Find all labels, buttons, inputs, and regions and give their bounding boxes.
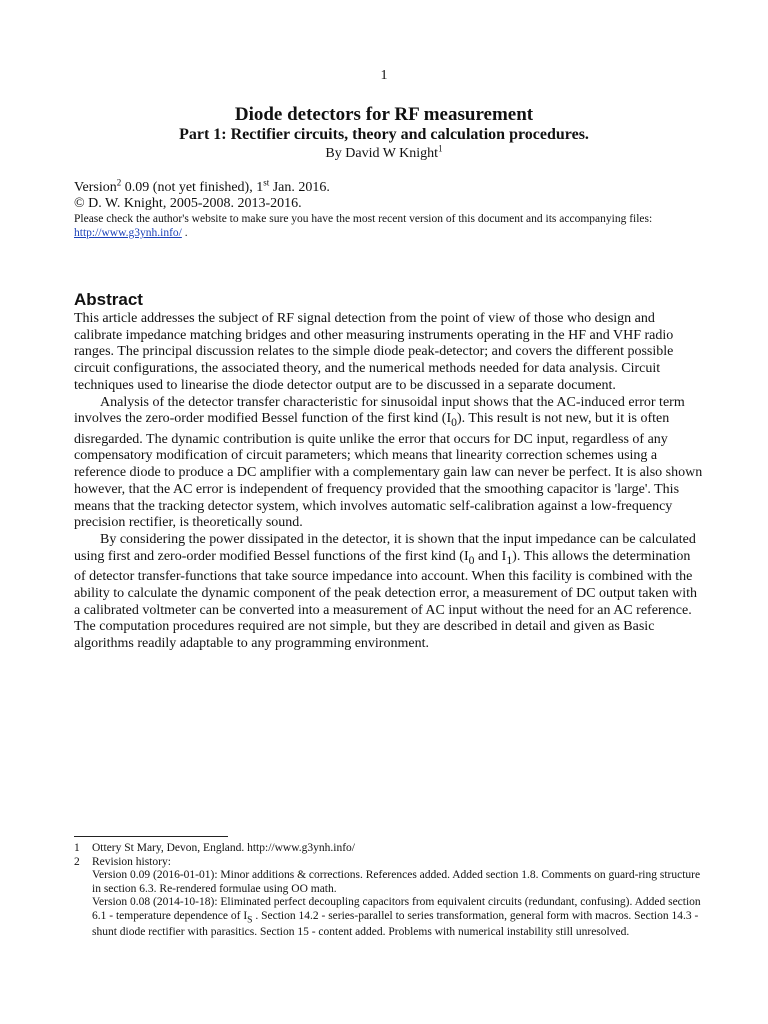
- p2-text-a: Analysis of the detector transfer characteristic for sinusoidal input shows that the AC-induced error term involves the zero-order modified Bessel function of the first kind (I: [74, 394, 685, 427]
- footnote-separator: [74, 836, 228, 837]
- check-note-tail: .: [181, 227, 188, 239]
- document-subtitle: Part 1: Rectifier circuits, theory and calculation procedures.: [179, 126, 589, 143]
- p2-subscript: 0: [451, 416, 457, 430]
- revision-0-08-subscript: S: [247, 913, 253, 925]
- footnote-ref-1[interactable]: 1: [438, 143, 443, 154]
- abstract-paragraph-3: [74, 532, 704, 653]
- website-link[interactable]: http://www.g3ynh.info/: [74, 227, 182, 239]
- version-prefix: Version: [74, 180, 117, 195]
- p2-text-b: ). This result is not new, but it is often disregarded. The dynamic contribution is quite unlike the error that occurs for DC input, regardless of any compensatory modification of circuit parameters; which means that linearity correction schemes using a reference diode to produce a DC amplifier with a complementary gain law can never be perfect. It is also shown however, that the AC error is independent of frequency provided that the smoothing capacitor is 'large'. This means that the tracking detector system, which involves automatic self-calibration against a low-frequency precision rectifier, is theoretically sound.: [74, 411, 703, 531]
- revision-0-08-text-a: Version 0.08 (2014-10-18): Eliminated perfect decoupling capacitors from equivalent circuits (redundant, confusing). Added section 6.1 - temperature dependence of I: [92, 896, 701, 922]
- document-title: Diode detectors for RF measurement: [234, 104, 534, 125]
- abstract-paragraph-1: This article addresses the subject of RF signal detection from the point of view of those who design and calibrate impedance matching bridges and other measuring instruments operating in the HF and VHF radio ranges. The principal discussion relates to the simple diode peak-detector; and covers the different possible circuit configurations, the associated theory, and the numerical methods needed for data analysis. Circuit techniques used to linearise the diode detector output are to be discussed in a separate document.: [74, 311, 674, 393]
- abstract-body: [74, 311, 704, 653]
- copyright-line: © D. W. Knight, 2005-2008. 2013-2016.: [74, 196, 302, 211]
- version-line: [74, 177, 714, 196]
- p3-subscript-2: 1: [506, 553, 513, 567]
- footnote-2: [74, 856, 704, 870]
- version-text: 0.09 (not yet finished), 1: [121, 180, 264, 195]
- version-date: Jan. 2016.: [269, 180, 330, 195]
- revision-0-09: Version 0.09 (2016-01-01): Minor additions & corrections. References added. Added section 1.8. Comments on guard-ring structure in section 6.3. Re-rendered formulae using OO math.: [92, 869, 701, 895]
- footnote-text: Ottery St Mary, Devon, England. http://www.g3ynh.info/: [92, 842, 355, 854]
- byline: [0, 143, 768, 162]
- check-note-text: Please check the author's website to make sure you have the most recent version of this document and its accompanying files:: [74, 213, 653, 225]
- p3-subscript-1: 0: [468, 553, 475, 567]
- page-number: 1: [380, 68, 388, 83]
- author: By David W Knight: [325, 146, 439, 161]
- abstract-heading: Abstract: [74, 290, 143, 309]
- p3-and: and I: [474, 548, 507, 564]
- footnotes: [74, 842, 704, 940]
- p3-text-a: By considering the power dissipated in the detector, it is shown that the input impedance can be calculated using first and zero-order modified Bessel functions of the first kind (I: [74, 531, 696, 564]
- footnote-number: 2: [74, 855, 80, 868]
- revision-0-08-text-b: . Section 14.2 - series-parallel to series transformation, general form with macros. Section 14.3 - shunt diode rectifier with parasitics. Section 15 - content added. Problems with numerical instability still unresolved.: [92, 909, 699, 939]
- footnote-ref-2[interactable]: 2: [116, 177, 122, 188]
- check-website-note: [74, 212, 704, 240]
- p3-text-b: ). This allows the determination of detector transfer-functions that take source impedance into account. When this facility is combined with the ability to calculate the dynamic component of the peak detection error, a measurement of DC output taken with a calibrated voltmeter can be converted into a measurement of AC input without the need for an AC reference. The computation procedures required are not simple, but they are described in detail and given as Basic algorithms readily adaptable to any programming environment.: [74, 548, 698, 651]
- footnote-title: Revision history:: [92, 855, 171, 868]
- footnote-1: [74, 842, 704, 856]
- date-ordinal: st: [263, 177, 270, 188]
- footnote-number: 1: [74, 842, 80, 854]
- abstract-paragraph-2: [74, 395, 704, 532]
- revision-0-08: [74, 896, 704, 940]
